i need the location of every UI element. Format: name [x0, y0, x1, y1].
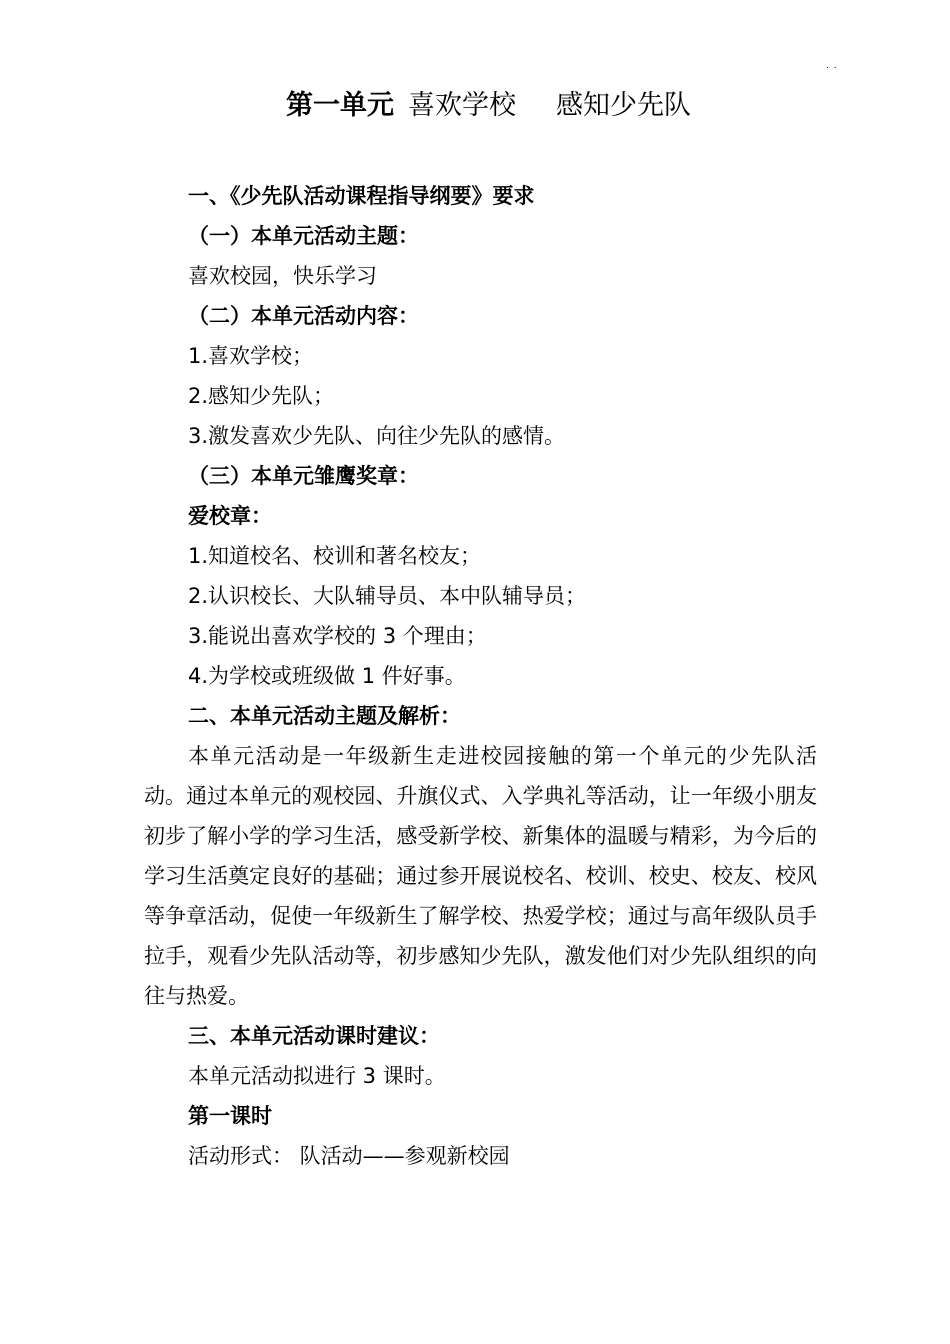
title-unit: 第一单元 — [286, 90, 394, 121]
section-heading-3: 三、本单元活动课时建议： — [188, 1024, 440, 1048]
page-title — [286, 86, 691, 126]
hours-text: 本单元活动拟进行 3 课时。 — [188, 1064, 446, 1088]
theme-text: 喜欢校园，快乐学习 — [188, 264, 377, 288]
lesson-heading-1: 第一课时 — [188, 1104, 272, 1128]
subsection-heading-badge: （三）本单元雏鹰奖章： — [188, 464, 419, 488]
badge-item-1: 1.知道校名、校训和著名校友； — [188, 544, 482, 568]
corner-mark: . . — [826, 61, 838, 71]
badge-item-2: 2.认识校长、大队辅导员、本中队辅导员； — [188, 584, 587, 608]
content-item-1: 1.喜欢学校； — [188, 344, 314, 368]
document-body — [144, 176, 817, 1176]
title-part-1: 喜欢学校 — [408, 90, 516, 121]
subsection-heading-content: （二）本单元活动内容： — [188, 304, 419, 328]
title-part-2: 感知少先队 — [556, 90, 691, 121]
section-heading-1: 一、《少先队活动课程指导纲要》要求 — [188, 184, 535, 208]
content-item-3: 3.激发喜欢少先队、向往少先队的感情。 — [188, 424, 566, 448]
badge-name: 爱校章： — [188, 504, 272, 528]
subsection-heading-theme: （一）本单元活动主题： — [188, 224, 419, 248]
badge-item-4: 4.为学校或班级做 1 件好事。 — [188, 664, 466, 688]
badge-item-3: 3.能说出喜欢学校的 3 个理由； — [188, 624, 487, 648]
activity-form-text: 活动形式： 队活动——参观新校园 — [188, 1144, 510, 1168]
section-heading-2: 二、本单元活动主题及解析： — [188, 704, 461, 728]
content-item-2: 2.感知少先队； — [188, 384, 335, 408]
analysis-paragraph: 本单元活动是一年级新生走进校园接触的第一个单元的少先队活动。通过本单元的观校园、升旗仪式、入学典礼等活动，让一年级小朋友初步了解小学的学习生活，感受新学校、新集体的温暖与精彩，为今后的学习生活奠定良好的基础；通过参开展说校名、校训、校史、校友、校风等争章活动，促使一年级新生了解学校、热爱学校；通过与高年级队员手拉手，观看少先队活动等，初步感知少先队，激发他们对少先队组织的向往与热爱。 — [144, 744, 817, 1008]
